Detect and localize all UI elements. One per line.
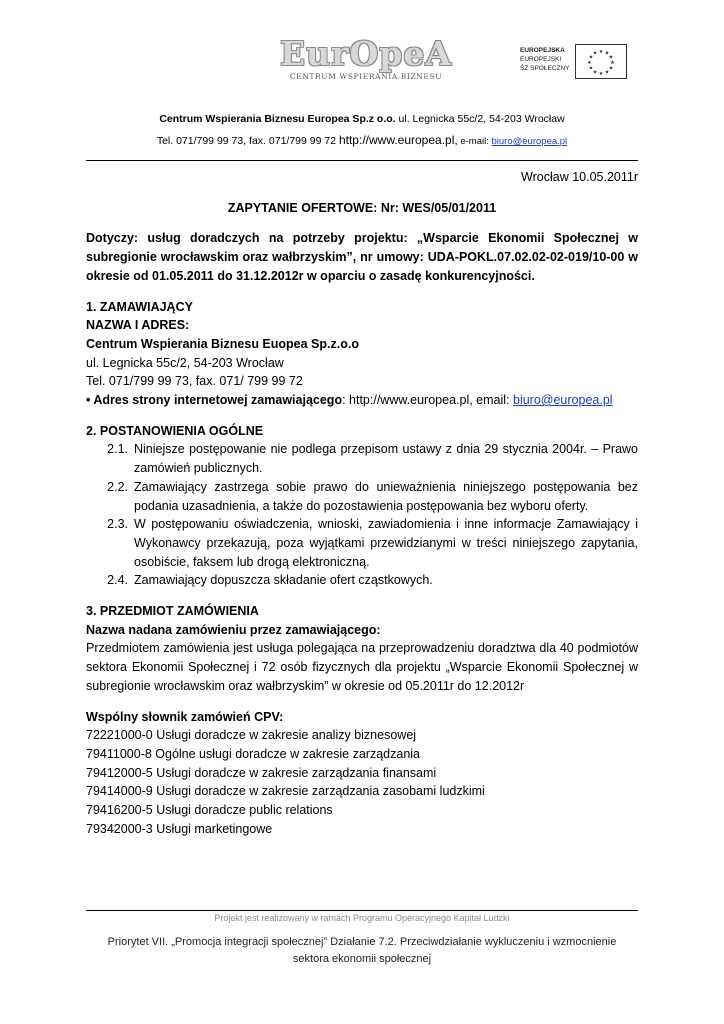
list-item-text: W postępowaniu oświadczenia, wnioski, zawiadomienia i inne informacje Zamawiający i Wykonawcy przekazują, poza wyjątkami przewidzianymi w treści niniejszego zapytania, osobiście, faksem lub drogą elektroniczną. — [134, 517, 638, 569]
svg-text:★: ★ — [608, 54, 614, 61]
order-description: Przedmiotem zamówienia jest usługa polegająca na przeprowadzeniu doradztwa dla 40 podmiotów sektora Ekonomii Społecznej i 72 osób fizycznych dla projektu „Wsparcie Ekonomii Społecznej w subregionie wrocławskim oraz wałbrzyskim” w okresie od 05.2011r do 12.2012r — [86, 641, 638, 693]
email-label: e-mail: — [457, 136, 492, 147]
list-item-text: Zamawiający zastrzega sobie prawo do unieważnienia niniejszego postępowania bez podania uzasadnienia, a także do pozostawienia postępowania bez wyboru oferty. — [134, 479, 638, 513]
order-name-label: Nazwa nadana zamówieniu przez zamawiającego: — [86, 622, 381, 637]
list-item — [86, 515, 638, 571]
orderer-email-link[interactable]: biuro@europea.pl — [513, 393, 613, 408]
orderer-phone: Tel. 071/799 99 73, fax. 071/ 799 99 72 — [86, 374, 303, 389]
document-date: Wrocław 10.05.2011r — [521, 170, 638, 184]
list-item — [86, 478, 638, 515]
svg-text:★: ★ — [592, 69, 598, 76]
orderer-address: ul. Legnicka 55c/2, 54-203 Wrocław — [86, 355, 284, 370]
cpv-item: 79342000-3 Usługi marketingowe — [86, 821, 273, 836]
cpv-item: 72221000-0 Usługi doradcze w zakresie analizy biznesowej — [86, 728, 417, 743]
list-item-number: 2.3. — [107, 517, 128, 532]
logo-subtitle: CENTRUM WSPIERANIA BIZNESU — [289, 72, 443, 81]
footer-priority-line2: sektora ekonomii społecznej — [292, 952, 432, 965]
eu-stars-icon — [576, 45, 626, 78]
company-address: ul. Legnicka 55c/2, 54-203 Wrocław — [395, 113, 565, 125]
eu-flag-icon — [575, 44, 627, 79]
orderer-name: Centrum Wspierania Biznesu Euopea Sp.z.o.o — [86, 336, 359, 351]
europea-logo — [280, 36, 452, 84]
svg-text:★: ★ — [598, 49, 604, 55]
section2-heading: 2. POSTANOWIENIA OGÓLNE — [86, 423, 264, 438]
footer-priority-line1: Priorytet VII. „Promocja integracji społecznej” Działanie 7.2. Przeciwdziałanie wykluczeniu i wzmocnienie — [107, 936, 617, 948]
svg-text:★: ★ — [608, 65, 614, 72]
company-line — [0, 112, 724, 126]
list-item-text: Zamawiający dopuszcza składanie ofert cząstkowych. — [134, 573, 433, 588]
footer-program-note: Projekt jest realizowany w ramach Programu Operacyjnego Kapitał Ludzki — [214, 913, 510, 923]
name-address-label: NAZWA I ADRES: — [86, 318, 190, 333]
svg-text:★: ★ — [588, 65, 594, 72]
eu-label-line1: EUROPEJSKA — [520, 47, 565, 54]
eu-label-line2: EUROPEJSKI — [520, 56, 562, 63]
footer-divider — [86, 910, 638, 911]
list-item-number: 2.2. — [107, 479, 128, 494]
svg-text:★: ★ — [598, 71, 604, 77]
list-item — [86, 571, 638, 590]
section3-heading: 3. PRZEDMIOT ZAMÓWIENIA — [86, 604, 259, 619]
svg-text:★: ★ — [592, 50, 598, 57]
footer-priority — [86, 934, 638, 967]
general-provisions-list — [86, 440, 638, 590]
orderer-web — [86, 391, 638, 410]
contact-line — [0, 133, 724, 149]
svg-text:★: ★ — [588, 54, 594, 61]
svg-text:★: ★ — [610, 60, 615, 66]
list-item — [86, 440, 638, 477]
cpv-item: 79416200-5 Usługi doradcze public relations — [86, 803, 333, 818]
list-item-number: 2.4. — [107, 573, 128, 588]
section1-heading: 1. ZAMAWIAJĄCY — [86, 299, 193, 314]
list-item-number: 2.1. — [107, 442, 128, 457]
list-item-text: Niniejsze postępowanie nie podlega przepisom ustawy z dnia 29 stycznia 2004r. – Prawo zamówień publicznych. — [134, 442, 638, 476]
website-text: http://www.europea.pl, — [338, 133, 458, 147]
logo-wordmark: EurOpeA — [280, 34, 452, 73]
company-name: Centrum Wspierania Biznesu Europea Sp.z o.o. — [159, 113, 396, 125]
cpv-item: 79412000-5 Usługi doradcze w zakresie zarządzania finansami — [86, 765, 437, 780]
eu-label-line3: ŚZ SPOŁECZNY — [520, 65, 570, 72]
document-title: ZAPYTANIE OFERTOWE: Nr: WES/05/01/2011 — [227, 200, 497, 215]
web-text: : http://www.europea.pl, email: — [342, 393, 513, 408]
cpv-item: 79411000-8 Ogólne usługi doradcze w zakresie zarządzania — [86, 746, 421, 761]
header-divider — [86, 160, 638, 161]
svg-text:★: ★ — [604, 69, 610, 76]
svg-text:★: ★ — [587, 60, 592, 66]
document-body — [86, 164, 638, 839]
phone-fax: Tel. 071/799 99 73, fax. 071/799 99 72 — [156, 135, 339, 147]
subject-paragraph: Dotyczy: usług doradczych na potrzeby projektu: „Wsparcie Ekonomii Społecznej w subregionie wrocławskim oraz wałbrzyskim”, nr umowy: UDA-POKL.07.02.02-02-019/10-00 w okresie od 01.05.2011 do 31.12.2012r w oparciu o zasadę konkurencyjności. — [86, 231, 638, 283]
header-email-link[interactable]: biuro@europea.pl — [491, 136, 568, 147]
svg-text:★: ★ — [604, 50, 610, 57]
web-label: • Adres strony internetowej zamawiającego — [86, 393, 343, 408]
cpv-label: Wspólny słownik zamówień CPV: — [86, 709, 284, 724]
cpv-item: 79414000-9 Usługi doradcze w zakresie zarządzania zasobami ludzkimi — [86, 784, 485, 799]
